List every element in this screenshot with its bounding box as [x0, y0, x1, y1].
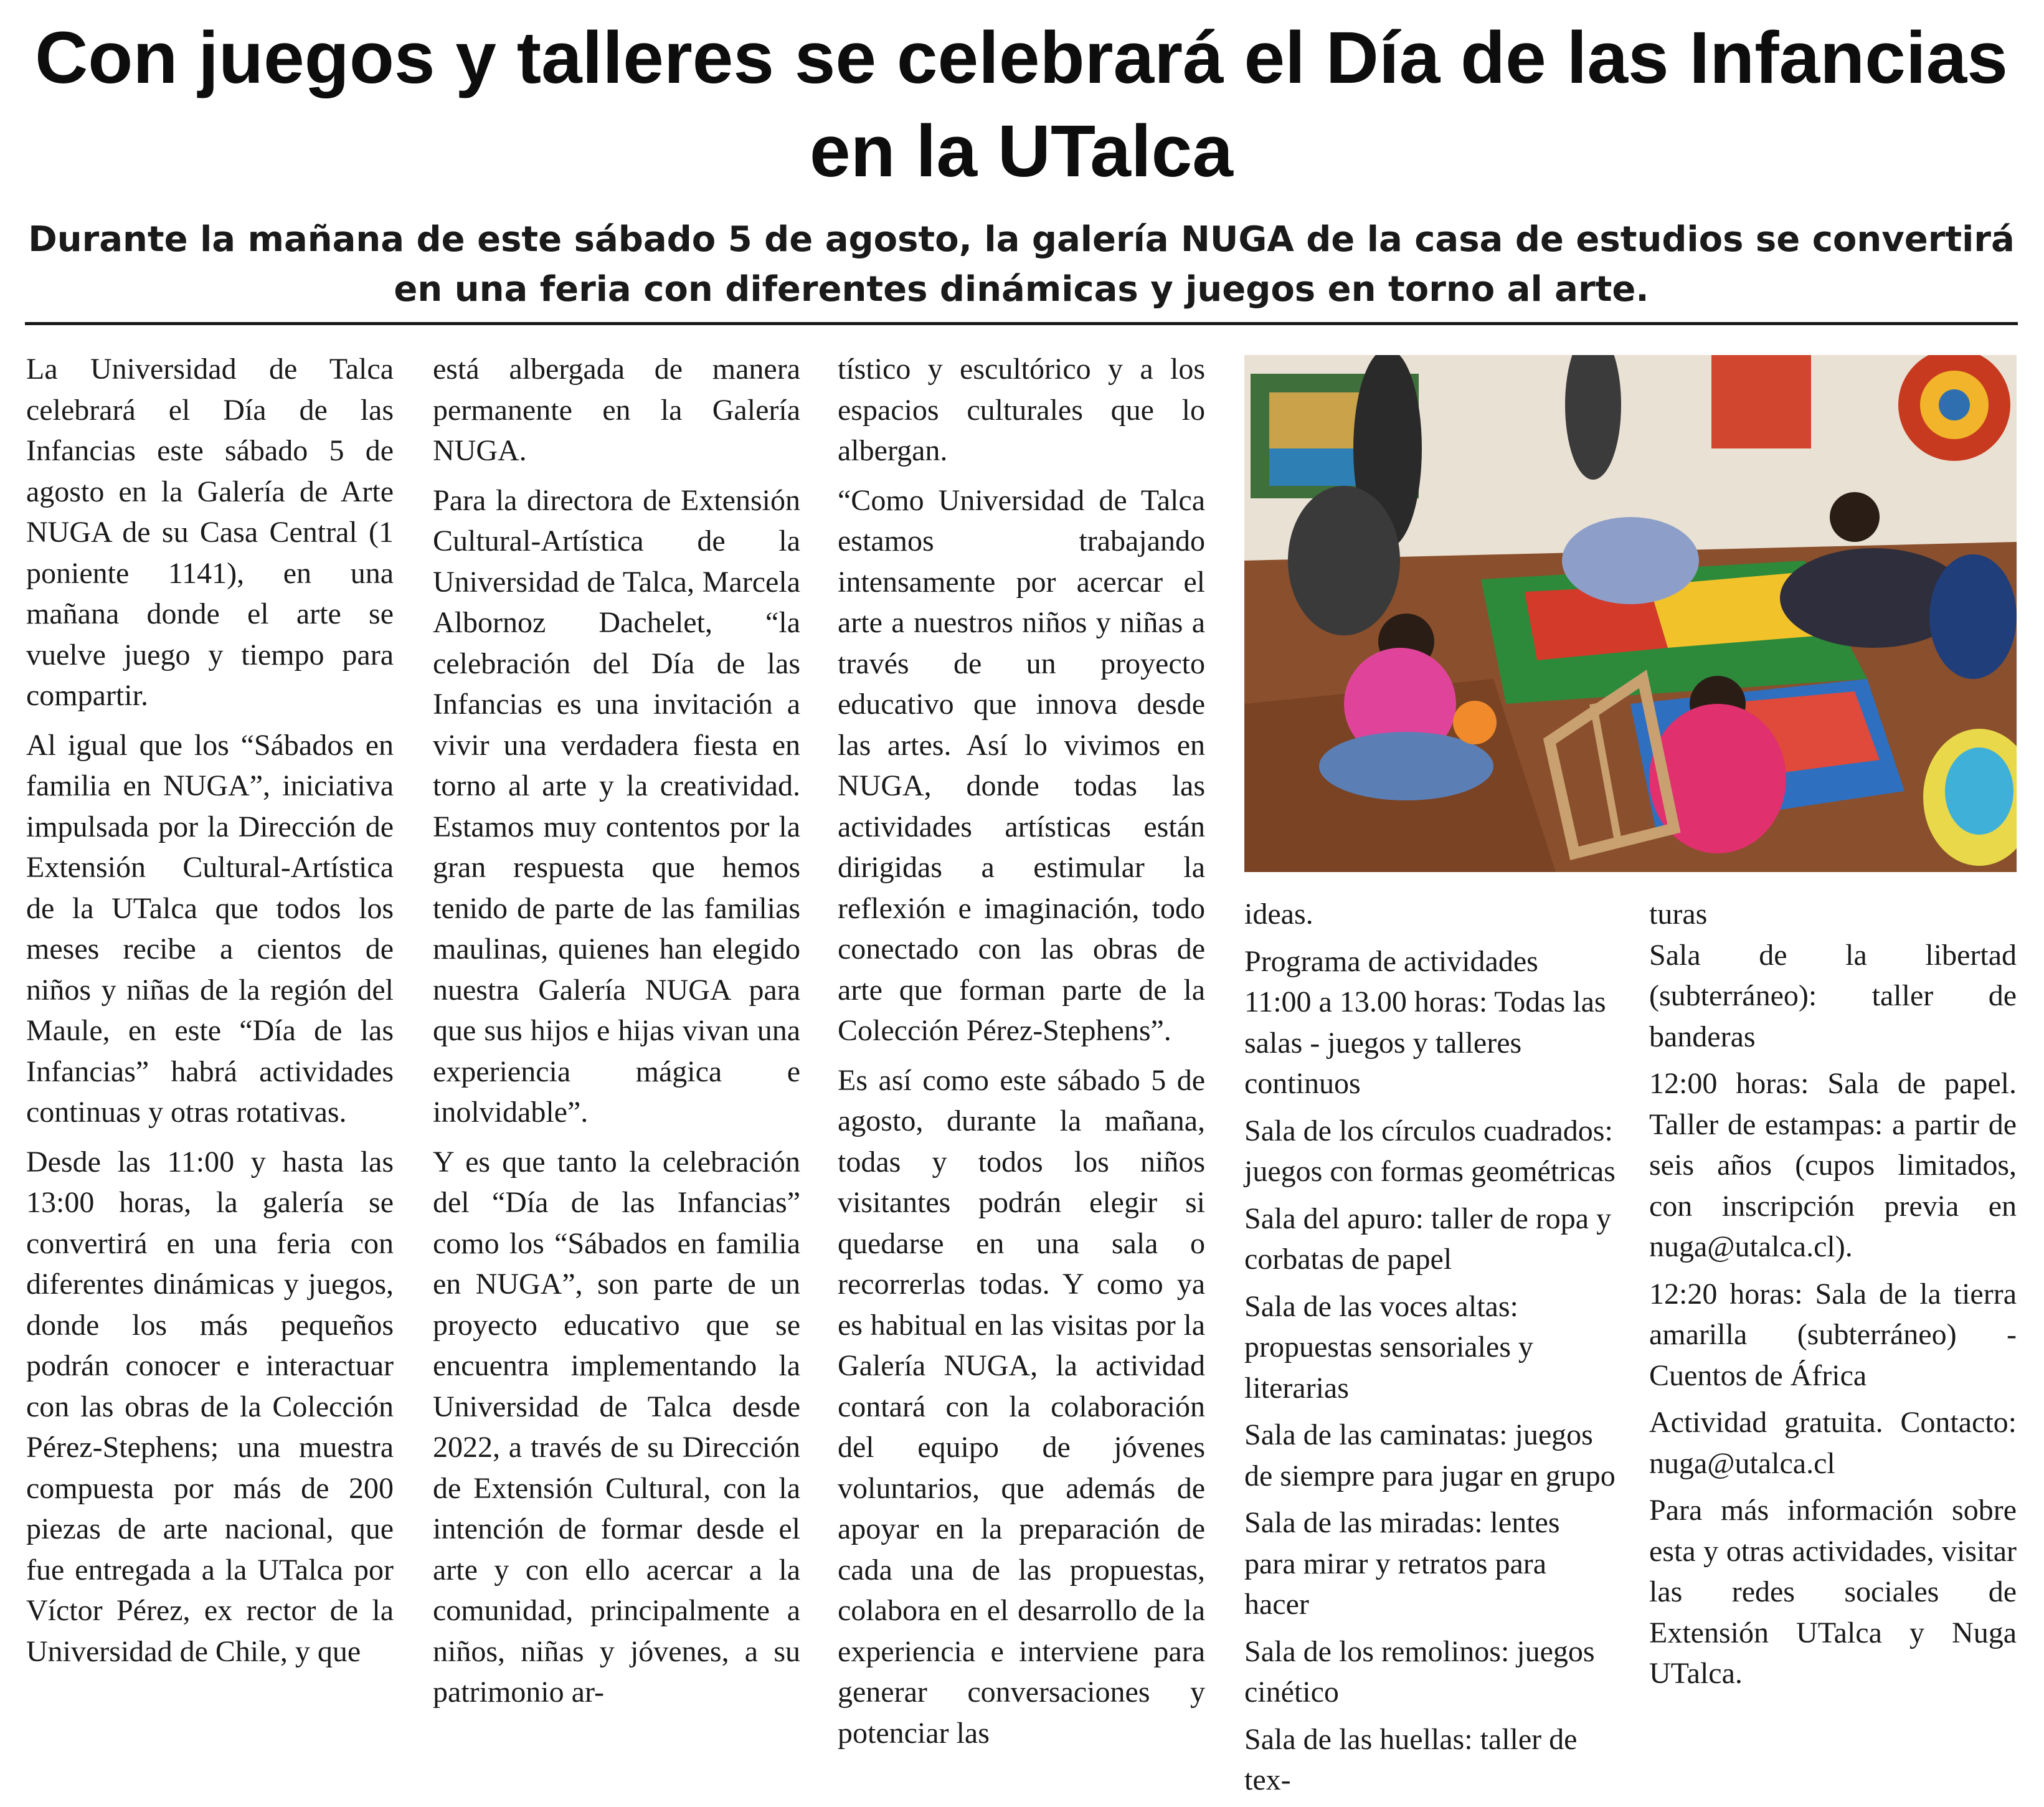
paragraph: Desde las 11:00 y hasta las 13:00 horas, la galería se convertirá en una feria con diferentes dinámicas y juegos, donde los más pequeños podrán conocer e interactuar con las obras de la Colección Pérez-Stephens; una muestra compuesta por más de 200 piezas de arte nacional, que fue entregada a la UTalca por Víctor Pérez, ex rector de la Universidad de Chile, y que — [26, 1145, 394, 1668]
more-info: Para más información sobre esta y otras actividades, visitar las redes sociales de Extensión UTalca y Nuga UTalca. — [1649, 1494, 2017, 1690]
program-item: 11:00 a 13.00 horas: Todas las salas - juegos y talleres continuos — [1244, 985, 1606, 1100]
program-item: Sala de las caminatas: juegos de siempre para jugar en grupo — [1244, 1418, 1616, 1492]
paragraph: “Como Universidad de Talca estamos trabajando intensamente por acercar el arte a nuestros niños y niñas a través de un proyecto educativo que innova desde las artes. Así lo vivimos en NUGA, donde todas las actividades artísticas están dirigidas a estimular la reflexión e imaginación, todo conectado con las obras de arte que forman parte de la Colección Pérez-Stephens”. — [838, 483, 1205, 1047]
paragraph: está albergada de manera permanente en la Galería NUGA. — [433, 353, 800, 467]
program-item: Sala de las miradas: lentes para mirar y retratos para hacer — [1244, 1506, 1560, 1621]
program-item: Sala de las huellas: taller de tex- — [1244, 1722, 1578, 1796]
article-photo — [1244, 355, 2017, 872]
program-item: turas — [1649, 898, 1708, 931]
paragraph: ideas. — [1244, 898, 1313, 931]
paragraph: tístico y escultórico y a los espacios culturales que lo albergan. — [838, 353, 1205, 467]
program-heading: Programa de actividades — [1244, 944, 1538, 978]
paragraph: Al igual que los “Sábados en familia en NUGA”, iniciativa impulsada por la Dirección de Extensión Cultural-Artística de la UTalca que todos los meses recibe a cientos de niños y niñas de la región del Maule, en este “Día de las Infancias” habrá actividades continuas y otras rotativas. — [26, 728, 394, 1129]
program-item: Sala de los remolinos: juegos cinético — [1244, 1634, 1595, 1709]
subheadline: Durante la mañana de este sábado 5 de agosto, la galería NUGA de la casa de estudios se convertirá en una feria con diferentes dinámicas y juegos en torno al arte. — [28, 219, 2015, 310]
column-2 — [433, 349, 800, 1722]
gallery-children-photo — [1244, 355, 2017, 872]
paragraph: Para la directora de Extensión Cultural-Artística de la Universidad de Talca, Marcela Albornoz Dachelet, “la celebración del Día de las Infancias es una invitación a vivir una verdadera fiesta en torno al arte y la creatividad. Estamos muy contentos por la gran respuesta que hemos tenido de parte de las familias maulinas, quienes han elegido nuestra Galería NUGA para que sus hijos e hijas vivan una experiencia mágica e inolvidable”. — [433, 483, 800, 1129]
paragraph: Y es que tanto la celebración del “Día de las Infancias” como los “Sábados en familia en NUGA”, son parte de un proyecto educativo que se encuentra implementando la Universidad de Talca desde 2022, a través de su Dirección de Extensión Cultural, con la intención de formar desde el arte y con ello acercar a la comunidad, principalmente a niños, niñas y jóvenes, a su patrimonio ar- — [433, 1145, 800, 1709]
column-5-program — [1649, 894, 2017, 1700]
column-1 — [26, 349, 394, 1681]
contact-info: Actividad gratuita. Contacto: nuga@utalca.cl — [1649, 1406, 2017, 1480]
column-4-program — [1244, 894, 1618, 1807]
program-item: Sala de los círculos cuadrados: juegos con formas geométricas — [1244, 1114, 1616, 1188]
divider-rule — [25, 322, 2018, 325]
paragraph: La Universidad de Talca celebrará el Día de las Infancias este sábado 5 de agosto en la Galería de Arte NUGA de su Casa Central (1 poniente 1141), en una mañana donde el arte se vuelve juego y tiempo para compartir. — [26, 353, 394, 712]
paragraph: Es así como este sábado 5 de agosto, durante la mañana, todas y todos los niños visitantes podrán elegir si quedarse en una sala o recorrerlas todas. Y como ya es habitual en las visitas por la Galería NUGA, la actividad contará con la colaboración del equipo de jóvenes voluntarios, que además de apoyar en la preparación de cada una de las propuestas, colabora en el desarrollo de la experiencia e interviene para generar conversaciones y potenciar las — [838, 1063, 1205, 1750]
headline: Con juegos y talleres se celebrará el Día de las Infancias en la UTalca — [35, 17, 2008, 192]
program-item: Sala de la libertad (subterráneo): taller de banderas — [1649, 938, 2017, 1053]
program-item: 12:00 horas: Sala de papel. Taller de estampas: a partir de seis años (cupos limitados, con inscripción previa en nuga@utalca.cl). — [1649, 1067, 2017, 1263]
program-item: Sala de las voces altas: propuestas sensoriales y literarias — [1244, 1289, 1533, 1405]
program-item: Sala del apuro: taller de ropa y corbatas de papel — [1244, 1202, 1612, 1276]
column-3 — [838, 349, 1205, 1762]
program-item: 12:20 horas: Sala de la tierra amarilla (subterráneo) - Cuentos de África — [1649, 1277, 2017, 1392]
